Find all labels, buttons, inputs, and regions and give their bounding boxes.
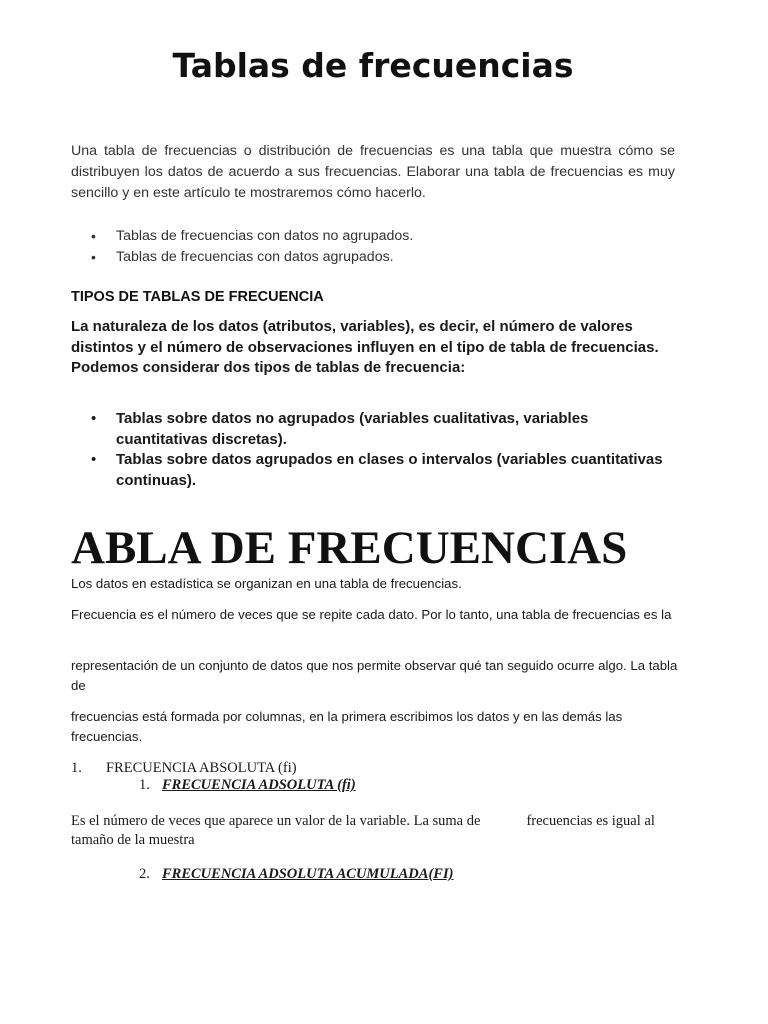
list-item-text: Tablas de frecuencias con datos no agrupados.: [116, 228, 414, 244]
list-item: [71, 409, 681, 450]
paragraph-representacion: representación de un conjunto de datos que nos permite observar qué tan seguido ocurre algo. La tabla de: [71, 658, 678, 693]
paragraph-columnas: frecuencias está formada por columnas, en la primera escribimos los datos y en las demás las frecuencias.: [71, 709, 623, 744]
definition-paragraph: [71, 812, 671, 850]
paragraph-frecuencia: Frecuencia es el número de veces que se repite cada dato. Por lo tanto, una tabla de frecuencias es la: [71, 607, 672, 622]
list-item: [71, 226, 691, 247]
bullet-icon: •: [91, 249, 96, 265]
intro-paragraph: Una tabla de frecuencias o distribución de frecuencias es una tabla que muestra cómo se distribuyen los datos de acuerdo a sus frecuencias. Elaborar una tabla de frecuencias es muy sencillo y en este artículo te mostraremos cómo hacerlo.: [71, 143, 675, 201]
section-heading-tabla: ABLA DE FRECUENCIAS: [71, 522, 628, 574]
page-title: Tablas de frecuencias: [172, 46, 574, 85]
bullet-list-tipos: [71, 409, 681, 491]
sub-item-frecuencia-adsoluta: [139, 776, 356, 795]
item-text: FRECUENCIA ADSOLUTA (fi): [162, 777, 356, 793]
list-item: [71, 247, 691, 268]
definition-text-a: Es el número de veces que aparece un valor de la variable. La suma de: [71, 813, 481, 829]
bullet-list-types: [71, 226, 691, 268]
sub-item-frecuencia-acumulada: [139, 865, 453, 884]
list-item-text: Tablas de frecuencias con datos agrupados.: [116, 249, 394, 265]
tipos-paragraph: La naturaleza de los datos (atributos, variables), es decir, el número de valores distintos y el número de observaciones influyen en el tipo de tabla de frecuencias. Podemos considerar dos tipos de tablas de frecuencia:: [71, 318, 659, 376]
bullet-icon: •: [91, 410, 97, 427]
section-heading-tipos: TIPOS DE TABLAS DE FRECUENCIA: [71, 289, 324, 305]
list-item-text: Tablas sobre datos no agrupados (variables cualitativas, variables cuantitativas discretas).: [116, 410, 589, 448]
item-number: 1.: [71, 760, 82, 776]
definition-text-b: frecuencias es igual al tamaño de la muestra: [71, 813, 655, 848]
item-number: 2.: [139, 866, 150, 882]
bullet-icon: •: [91, 451, 97, 468]
item-text: FRECUENCIA ADSOLUTA ACUMULADA(FI): [162, 866, 454, 882]
list-item: [71, 450, 681, 491]
item-text: FRECUENCIA ABSOLUTA (fi): [106, 760, 297, 776]
bullet-icon: •: [91, 228, 96, 244]
list-item-text: Tablas sobre datos agrupados en clases o intervalos (variables cuantitativas continuas).: [116, 451, 663, 489]
item-number: 1.: [139, 777, 150, 793]
paragraph-organizacion: Los datos en estadística se organizan en una tabla de frecuencias.: [71, 576, 462, 591]
